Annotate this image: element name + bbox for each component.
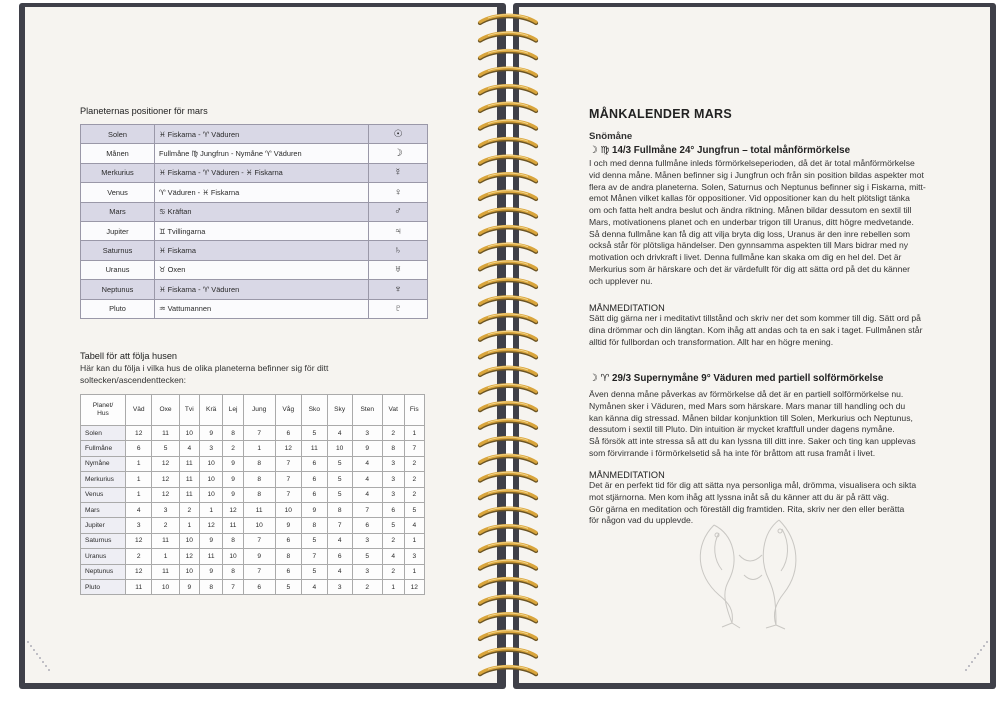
houses-column-header: Väd (126, 395, 152, 426)
houses-row (81, 441, 425, 456)
houses-cell: 7 (275, 472, 301, 487)
houses-cell: 6 (352, 518, 382, 533)
houses-cell: 11 (152, 564, 179, 579)
spiral-ring (480, 208, 536, 216)
houses-cell: 3 (327, 579, 352, 594)
right-page (519, 7, 990, 683)
houses-cell: 9 (179, 579, 199, 594)
houses-cell: 2 (126, 549, 152, 564)
houses-row (81, 487, 425, 502)
houses-cell: 1 (126, 456, 152, 471)
houses-cell: 10 (199, 456, 222, 471)
houses-cell: 9 (223, 456, 243, 471)
houses-column-header: Tvi (179, 395, 199, 426)
houses-row (81, 533, 425, 548)
spiral-ring (480, 120, 536, 128)
houses-cell: 7 (223, 579, 243, 594)
houses-cell: 2 (352, 579, 382, 594)
spiral-ring (480, 367, 536, 375)
planet-position: ♓ Fiskarna - ♈ Väduren - ♓ Fiskarna (155, 163, 369, 182)
houses-cell: 11 (199, 549, 222, 564)
planet-position: Fullmåne ♍ Jungfrun - Nymåne ♈ Väduren (155, 144, 369, 163)
spiral-binding (474, 6, 542, 686)
planet-name: Mars (81, 202, 155, 221)
houses-cell: 1 (126, 472, 152, 487)
corner-dots-right (954, 637, 990, 673)
houses-cell: 3 (126, 518, 152, 533)
houses-cell: 10 (327, 441, 352, 456)
houses-row-name: Nymåne (81, 456, 126, 471)
planet-symbol-icon: ♇ (369, 299, 428, 318)
houses-cell: 9 (275, 518, 301, 533)
meditation-text-1: Sätt dig gärna ner i meditativt tillstånd och skriv ner det som kommer till dig. Sätt ord på dina drömmar och din längtan. Kom ihåg att andas och ta en sak i taget. Fullmånen står alltid för fullbordan och transformation. Allt har en högre mening. (589, 313, 923, 347)
houses-cell: 10 (179, 564, 199, 579)
spiral-ring (480, 525, 536, 533)
planet-symbol-icon: ♃ (369, 221, 428, 240)
spiral-ring (480, 103, 536, 111)
spiral-ring (480, 32, 536, 40)
spiral-ring (480, 155, 536, 163)
houses-column-header: Vat (382, 395, 404, 426)
spiral-ring (480, 67, 536, 75)
planet-symbol-icon: ♆ (369, 280, 428, 299)
houses-row-name: Uranus (81, 549, 126, 564)
planet-symbol-icon: ♄ (369, 241, 428, 260)
houses-row-name: Fullmåne (81, 441, 126, 456)
planet-name: Venus (81, 183, 155, 202)
houses-cell: 6 (243, 579, 275, 594)
houses-column-header: Krä (199, 395, 222, 426)
houses-cell: 2 (152, 518, 179, 533)
houses-cell: 11 (179, 456, 199, 471)
houses-cell: 3 (152, 502, 179, 517)
meditation-text-2: Det är en perfekt tid för dig att sätta nya personliga mål, drömma, visualisera och sikta mot stjärnorna. Men kom ihåg att lyssna inåt så du känner att du är på rätt väg. Gör gärna en meditation och föreställ dig framtiden. Rita, skriv ner den eller berätta för någon vad du upplevde. (589, 480, 917, 526)
planet-name: Pluto (81, 299, 155, 318)
houses-cell: 6 (302, 456, 328, 471)
planet-symbol-icon: ☿ (369, 163, 428, 182)
houses-cell: 4 (352, 456, 382, 471)
houses-cell: 6 (275, 533, 301, 548)
spiral-ring (480, 384, 536, 392)
houses-column-header: Sko (302, 395, 328, 426)
houses-column-header: Fis (404, 395, 424, 426)
planet-position: ♓ Fiskarna (155, 241, 369, 260)
houses-cell: 8 (275, 549, 301, 564)
planet-row (81, 163, 428, 182)
spiral-ring (480, 648, 536, 656)
houses-row (81, 579, 425, 594)
houses-cell: 1 (404, 533, 424, 548)
planet-symbol-icon: ♂ (369, 202, 428, 221)
houses-cell: 7 (327, 518, 352, 533)
planet-table-title: Planeternas positioner för mars (80, 106, 208, 116)
spiral-ring (480, 349, 536, 357)
spiral-ring (480, 85, 536, 93)
houses-row-name: Merkurius (81, 472, 126, 487)
houses-cell: 12 (179, 549, 199, 564)
houses-cell: 5 (302, 426, 328, 441)
spiral-ring (480, 455, 536, 463)
houses-cell: 4 (179, 441, 199, 456)
planet-position: ♓ Fiskarna - ♈ Väduren (155, 280, 369, 299)
houses-cell: 7 (275, 487, 301, 502)
full-moon-heading: ☽ ♍ 14/3 Fullmåne 24° Jungfrun – total månförmörkelse (589, 145, 851, 156)
spiral-ring (480, 402, 536, 410)
houses-cell: 10 (179, 426, 199, 441)
houses-row-name: Neptunus (81, 564, 126, 579)
houses-cell: 4 (126, 502, 152, 517)
houses-cell: 11 (126, 579, 152, 594)
houses-cell: 9 (199, 426, 222, 441)
houses-column-header: Sten (352, 395, 382, 426)
houses-cell: 10 (179, 533, 199, 548)
houses-cell: 4 (327, 533, 352, 548)
houses-row-name: Venus (81, 487, 126, 502)
houses-row (81, 502, 425, 517)
new-moon-heading: ☽ ♈ 29/3 Supernymåne 9° Väduren med partiell solförmörkelse (589, 373, 884, 384)
houses-cell: 6 (382, 502, 404, 517)
houses-cell: 1 (382, 579, 404, 594)
spiral-ring (480, 261, 536, 269)
planet-row (81, 299, 428, 318)
houses-cell: 10 (243, 518, 275, 533)
houses-cell: 11 (223, 518, 243, 533)
houses-cell: 7 (243, 533, 275, 548)
spiral-ring (480, 437, 536, 445)
houses-cell: 8 (243, 487, 275, 502)
houses-cell: 10 (199, 472, 222, 487)
houses-cell: 12 (275, 441, 301, 456)
houses-cell: 3 (382, 456, 404, 471)
houses-cell: 8 (243, 472, 275, 487)
houses-cell: 1 (179, 518, 199, 533)
planet-name: Merkurius (81, 163, 155, 182)
houses-cell: 6 (302, 487, 328, 502)
houses-cell: 5 (404, 502, 424, 517)
houses-cell: 3 (352, 533, 382, 548)
houses-cell: 9 (199, 533, 222, 548)
houses-corner-header: Planet/ Hus (81, 395, 126, 426)
houses-cell: 12 (126, 564, 152, 579)
planet-symbol-icon: ♅ (369, 260, 428, 279)
houses-cell: 3 (382, 487, 404, 502)
houses-cell: 2 (179, 502, 199, 517)
spiral-ring (480, 331, 536, 339)
houses-cell: 7 (243, 564, 275, 579)
houses-cell: 3 (352, 426, 382, 441)
houses-cell: 3 (352, 564, 382, 579)
spiral-ring (480, 419, 536, 427)
houses-cell: 2 (382, 533, 404, 548)
spiral-ring (480, 578, 536, 586)
houses-cell: 4 (382, 549, 404, 564)
meditation-heading-2: MÅNMEDITATION (589, 470, 665, 480)
houses-description: Här kan du följa i vilka hus de olika planeterna befinner sig för ditt soltecken/ascendenttecken: (80, 363, 329, 385)
houses-cell: 6 (126, 441, 152, 456)
spiral-ring (480, 543, 536, 551)
houses-cell: 12 (126, 533, 152, 548)
houses-cell: 10 (152, 579, 179, 594)
houses-cell: 11 (152, 533, 179, 548)
houses-cell: 12 (404, 579, 424, 594)
houses-cell: 7 (275, 456, 301, 471)
spiral-ring (480, 15, 536, 23)
spiral-ring (480, 191, 536, 199)
planet-positions-table (80, 124, 428, 319)
spiral-ring (480, 490, 536, 498)
planet-name: Jupiter (81, 221, 155, 240)
houses-row-name: Saturnus (81, 533, 126, 548)
houses-cell: 7 (302, 549, 328, 564)
planet-row (81, 241, 428, 260)
houses-cell: 10 (223, 549, 243, 564)
houses-cell: 6 (302, 472, 328, 487)
houses-cell: 3 (382, 472, 404, 487)
houses-row (81, 518, 425, 533)
houses-cell: 1 (404, 426, 424, 441)
houses-table (80, 394, 425, 595)
full-moon-text: I och med denna fullmåne inleds förmörkelseperioden, då det är total månförmörkelse vid denna måne. Månen befinner sig i Jungfrun och från sin position bildas aspekter mot flera av de andra planeterna. Solen, Saturnus och Neptunus befinner sig i Fiskarna, mitt- emot Månen vilket kallas för oppositioner. Vid oppositioner kan du helt plötsligt tänka om och fatta helt andra beslut och ändra riktning. Månen bildar dessutom en sextil till Mars, motivationens planet och en underbar trigon till Uranus, ditt högre medvetande. Så denna fullmåne kan få dig att vilja bryta dig loss, Uranus är den inre rebellen som också står för plötsliga händelser. Den gynnsamma aspekten till Mars bidrar med ny motivation och drivkraft i livet. Denna fullmåne kan skaka om dig en hel del. Det är Merkurius som är härskare och det är värdefullt för dig att sätta ord på det du känner och upplever nu. (589, 158, 926, 286)
houses-cell: 12 (126, 426, 152, 441)
spiral-ring (480, 314, 536, 322)
houses-cell: 5 (327, 456, 352, 471)
planet-name: Saturnus (81, 241, 155, 260)
planet-row (81, 125, 428, 144)
houses-cell: 9 (243, 549, 275, 564)
planet-position: ♓ Fiskarna - ♈ Väduren (155, 125, 369, 144)
houses-cell: 8 (223, 564, 243, 579)
planet-position: ♋ Kräftan (155, 202, 369, 221)
houses-cell: 12 (199, 518, 222, 533)
planet-row (81, 183, 428, 202)
houses-cell: 2 (404, 456, 424, 471)
planet-symbol-icon: ☉ (369, 125, 428, 144)
houses-cell: 4 (404, 518, 424, 533)
spiral-ring (480, 138, 536, 146)
houses-cell: 11 (179, 472, 199, 487)
houses-column-header: Sky (327, 395, 352, 426)
houses-cell: 8 (243, 456, 275, 471)
planet-name: Uranus (81, 260, 155, 279)
spiral-ring (480, 279, 536, 287)
houses-cell: 5 (327, 472, 352, 487)
houses-cell: 8 (223, 533, 243, 548)
new-moon-text: Även denna måne påverkas av förmörkelse då det är en partiell solförmörkelse nu. Nymånen sker i Väduren, med Mars som härskare. Mars manar till handling och du kan känna dig stressad. Månen bildar konjunktion till Solen, Merkurius och Neptunus, dessutom i sextil till Pluto. Din intuition är mycket kraftfull under dagens nymåne. Så försök att inte stressa så att du kan lyssna till ditt inre. Saker och ting kan upplevas som förvirrande i förmörkelsetid så ha inte för bråttom att rusa framåt i livet. (589, 389, 916, 458)
planet-name: Neptunus (81, 280, 155, 299)
planet-name: Solen (81, 125, 155, 144)
planet-position: ♊ Tvillingarna (155, 221, 369, 240)
houses-cell: 11 (179, 487, 199, 502)
houses-cell: 7 (404, 441, 424, 456)
houses-cell: 11 (243, 502, 275, 517)
planet-row (81, 144, 428, 163)
planet-row (81, 280, 428, 299)
planet-row (81, 202, 428, 221)
houses-cell: 7 (243, 426, 275, 441)
houses-cell: 9 (199, 564, 222, 579)
spiral-ring (480, 595, 536, 603)
houses-table-title: Tabell för att följa husen (80, 351, 178, 361)
houses-cell: 12 (223, 502, 243, 517)
houses-cell: 2 (404, 472, 424, 487)
houses-column-header: Våg (275, 395, 301, 426)
houses-cell: 12 (152, 487, 179, 502)
houses-cell: 2 (223, 441, 243, 456)
meditation-heading-1: MÅNMEDITATION (589, 303, 665, 313)
houses-cell: 5 (302, 533, 328, 548)
houses-cell: 8 (382, 441, 404, 456)
houses-cell: 9 (302, 502, 328, 517)
corner-dots-left (25, 637, 61, 673)
spiral-ring (480, 472, 536, 480)
houses-cell: 2 (382, 564, 404, 579)
houses-row (81, 564, 425, 579)
houses-cell: 1 (152, 549, 179, 564)
spiral-ring (480, 631, 536, 639)
houses-cell: 10 (275, 502, 301, 517)
houses-cell: 4 (327, 564, 352, 579)
houses-column-header: Oxe (152, 395, 179, 426)
houses-cell: 5 (302, 564, 328, 579)
pisces-fish-illustration (684, 515, 819, 630)
houses-column-header: Jung (243, 395, 275, 426)
houses-cell: 5 (327, 487, 352, 502)
spiral-ring (480, 507, 536, 515)
houses-cell: 2 (404, 487, 424, 502)
houses-cell: 6 (275, 426, 301, 441)
spiral-ring (480, 296, 536, 304)
planet-symbol-icon: ♀ (369, 183, 428, 202)
houses-cell: 4 (327, 426, 352, 441)
houses-row (81, 426, 425, 441)
houses-cell: 2 (382, 426, 404, 441)
houses-cell: 6 (275, 564, 301, 579)
houses-cell: 4 (302, 579, 328, 594)
houses-row (81, 456, 425, 471)
houses-cell: 12 (152, 456, 179, 471)
spiral-ring (480, 50, 536, 58)
planet-row (81, 260, 428, 279)
houses-cell: 8 (327, 502, 352, 517)
left-page (25, 7, 497, 683)
houses-cell: 7 (352, 502, 382, 517)
houses-cell: 9 (223, 487, 243, 502)
houses-cell: 10 (199, 487, 222, 502)
houses-cell: 5 (352, 549, 382, 564)
houses-cell: 1 (404, 564, 424, 579)
spiral-ring (480, 613, 536, 621)
planet-symbol-icon: ☽ (369, 144, 428, 163)
houses-cell: 5 (275, 579, 301, 594)
houses-cell: 12 (152, 472, 179, 487)
houses-cell: 5 (152, 441, 179, 456)
spiral-ring (480, 560, 536, 568)
spiral-ring (480, 173, 536, 181)
planet-row (81, 221, 428, 240)
planet-position: ♒ Vattumannen (155, 299, 369, 318)
houses-row-name: Jupiter (81, 518, 126, 533)
houses-cell: 4 (352, 472, 382, 487)
houses-cell: 8 (302, 518, 328, 533)
page-title: MÅNKALENDER MARS (589, 107, 732, 121)
planet-position: ♈ Väduren - ♓ Fiskarna (155, 183, 369, 202)
houses-cell: 5 (382, 518, 404, 533)
houses-cell: 8 (199, 579, 222, 594)
spiral-ring (480, 243, 536, 251)
houses-row-name: Solen (81, 426, 126, 441)
houses-cell: 11 (152, 426, 179, 441)
planet-name: Månen (81, 144, 155, 163)
houses-cell: 9 (352, 441, 382, 456)
spiral-ring (480, 226, 536, 234)
houses-cell: 11 (302, 441, 328, 456)
planet-position: ♉ Oxen (155, 260, 369, 279)
houses-cell: 6 (327, 549, 352, 564)
moon-name: Snömåne (589, 131, 633, 142)
houses-cell: 9 (223, 472, 243, 487)
houses-cell: 1 (199, 502, 222, 517)
houses-cell: 3 (199, 441, 222, 456)
houses-row-name: Mars (81, 502, 126, 517)
houses-cell: 3 (404, 549, 424, 564)
houses-cell: 8 (223, 426, 243, 441)
houses-cell: 1 (243, 441, 275, 456)
houses-cell: 1 (126, 487, 152, 502)
houses-cell: 4 (352, 487, 382, 502)
spiral-ring (480, 666, 536, 674)
houses-column-header: Lej (223, 395, 243, 426)
houses-row (81, 472, 425, 487)
houses-row-name: Pluto (81, 579, 126, 594)
houses-row (81, 549, 425, 564)
